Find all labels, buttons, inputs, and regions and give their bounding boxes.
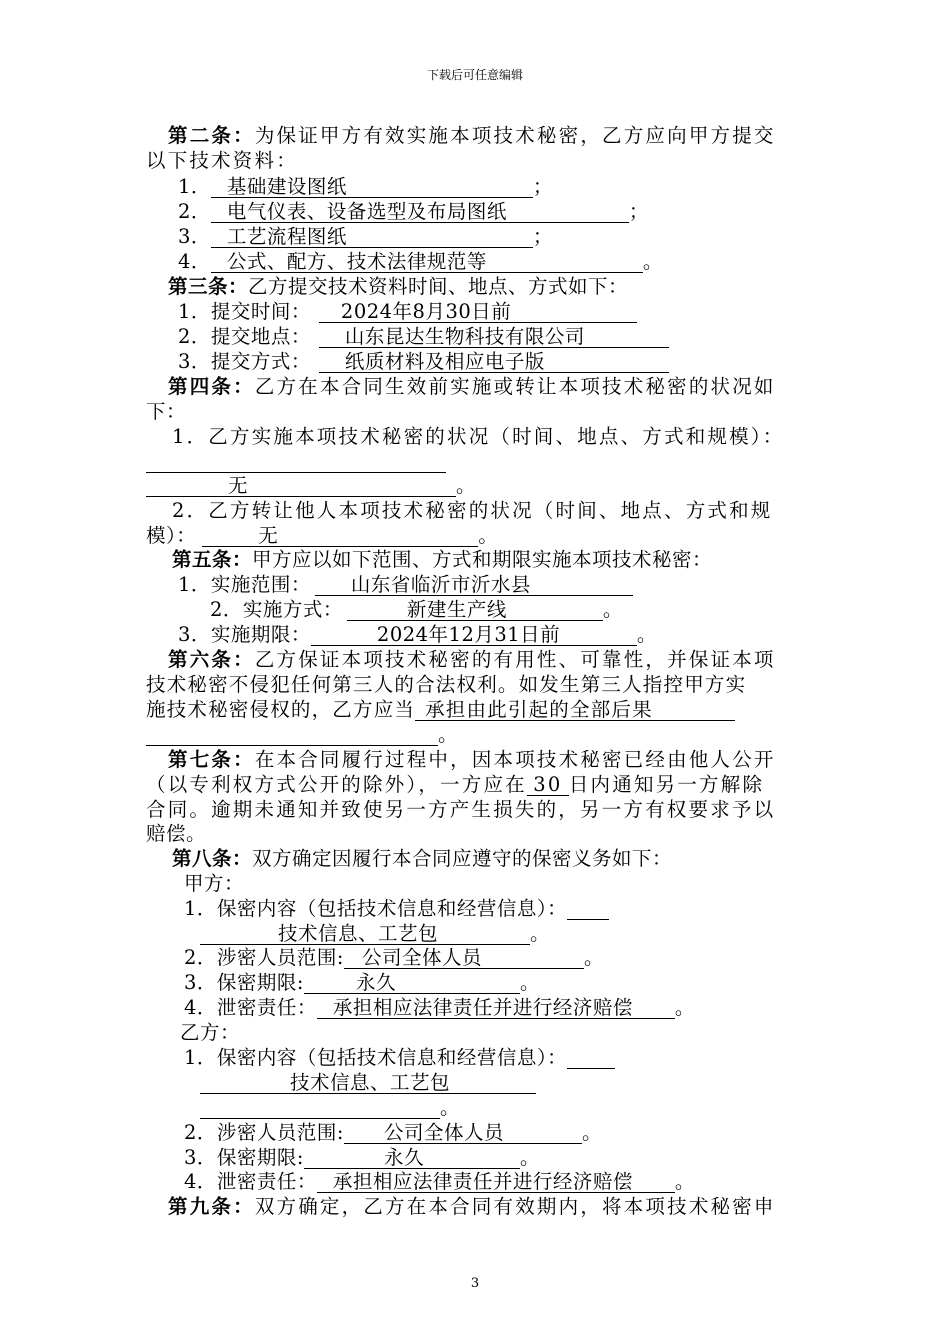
party-b-label: 乙方：	[180, 1021, 241, 1044]
article-6-line-2	[146, 673, 950, 697]
article-7-line-3	[146, 798, 950, 822]
filled-blank: 2024年12月31日前	[311, 625, 637, 646]
party-a-item-1	[184, 897, 950, 921]
item-label: 1．保密内容（包括技术信息和经营信息）：	[184, 1046, 568, 1069]
article-7-text-2a: （以专利权方式公开的除外），一方应在	[146, 773, 527, 796]
item-label: 2．提交地点：	[178, 325, 311, 348]
empty-blank	[567, 899, 609, 920]
article-9-title: 第九条：	[168, 1195, 255, 1218]
item-label: 4．泄密责任：	[184, 1170, 317, 1193]
item-end: 。	[674, 1170, 695, 1193]
item-end: 。	[636, 623, 657, 646]
filled-blank: 电气仪表、设备选型及布局图纸	[211, 202, 629, 223]
item-end: ；	[532, 225, 553, 248]
filled-blank: 30	[527, 775, 569, 796]
article-4-item-1	[172, 425, 950, 449]
article-5-item-1	[178, 573, 950, 597]
item-end: 。	[456, 474, 477, 497]
item-end: 。	[583, 946, 604, 969]
article-4-text-1: 乙方在本合同生效前实施或转让本项技术秘密的状况如	[254, 375, 776, 398]
article-6-line-3	[146, 698, 950, 722]
party-a-item-1-value	[200, 922, 950, 946]
article-5-item-2	[210, 598, 950, 622]
article-7-text-3: 合同。逾期未通知并致使另一方产生损失的，另一方有权要求予以	[146, 798, 776, 821]
article-7-title: 第七条：	[168, 748, 255, 771]
item-label: 1．乙方实施本项技术秘密的状况（时间、地点、方式和规模）：	[172, 425, 785, 448]
item-label: 1．保密内容（包括技术信息和经营信息）：	[184, 897, 568, 920]
party-b-item-4	[184, 1170, 950, 1194]
item-number: 2．	[178, 200, 211, 223]
filled-blank: 承担相应法律责任并进行经济赔偿	[317, 998, 675, 1019]
filled-blank: 工艺流程图纸	[211, 227, 533, 248]
filled-blank: 无	[146, 476, 456, 497]
page-number: 3	[470, 1276, 480, 1291]
party-a-item-4	[184, 996, 950, 1020]
page-header: 下载后可任意编辑	[426, 68, 523, 82]
party-a-item-2	[184, 946, 950, 970]
article-6-text-2: 技术秘密不侵犯任何第三人的合法权利。如发生第三人指控甲方实	[146, 673, 747, 696]
filled-blank: 公司全体人员	[344, 948, 584, 969]
item-label: 1．提交时间：	[178, 300, 311, 323]
article-3-text: 乙方提交技术资料时间、地点、方式如下：	[248, 275, 629, 298]
article-6-text-1: 乙方保证本项技术秘密的有用性、可靠性，并保证本项	[254, 648, 776, 671]
article-2-text-2: 以下技术资料：	[146, 149, 298, 172]
filled-blank: 纸质材料及相应电子版	[319, 352, 669, 373]
item-end: ；	[628, 200, 649, 223]
item-end: 。	[519, 971, 540, 994]
article-5-line-1	[172, 548, 950, 572]
article-6-text-3a: 施技术秘密侵权的，乙方应当	[146, 698, 416, 721]
item-label: 2．涉密人员范围:	[184, 946, 344, 969]
article-3-line-1	[168, 275, 950, 299]
article-7-text-1: 在本合同履行过程中，因本项技术秘密已经由他人公开	[254, 748, 776, 771]
article-4-line-1	[168, 375, 950, 399]
item-end: 。	[519, 1146, 540, 1169]
item-end: 。	[478, 524, 499, 547]
empty-blank	[146, 725, 438, 746]
party-a-label: 甲方：	[184, 872, 245, 895]
article-5-text: 甲方应以如下范围、方式和期限实施本项技术秘密：	[252, 548, 713, 571]
item-end: ；	[532, 175, 553, 198]
party-b-item-2	[184, 1121, 950, 1145]
item-end: 。	[602, 598, 623, 621]
item-label: 4．泄密责任：	[184, 996, 317, 1019]
filled-blank: 山东昆达生物科技有限公司	[319, 327, 669, 348]
filled-blank: 承担相应法律责任并进行经济赔偿	[317, 1172, 675, 1193]
filled-blank: 永久	[304, 1148, 520, 1169]
article-4-blank-2	[146, 474, 950, 498]
article-4-line-2	[146, 400, 950, 424]
article-8-text: 双方确定因履行本合同应遵守的保密义务如下：	[252, 847, 673, 870]
item-end: 。	[530, 922, 551, 945]
item-end: 。	[642, 250, 663, 273]
article-7-text-4: 赔偿。	[146, 822, 207, 845]
article-7-line-2	[146, 773, 950, 797]
article-9-text: 双方确定，乙方在本合同有效期内，将本项技术秘密申	[254, 1195, 776, 1218]
article-2-line-1	[168, 124, 950, 148]
party-b-item-1	[184, 1046, 950, 1070]
article-7-text-2b: 日内通知另一方解除	[568, 773, 765, 796]
empty-blank	[146, 452, 446, 473]
article-4-title: 第四条：	[168, 375, 255, 398]
filled-blank: 无	[202, 526, 478, 547]
article-6-title: 第六条：	[168, 648, 255, 671]
article-5-title: 第五条：	[172, 548, 253, 571]
article-4-blank-1	[146, 450, 950, 474]
article-4-item-2-line-2	[146, 524, 950, 548]
filled-blank: 永久	[304, 973, 520, 994]
item-end: 。	[440, 1096, 461, 1119]
article-2-text-1: 为保证甲方有效实施本项技术秘密，乙方应向甲方提交	[254, 124, 776, 147]
article-5-item-3	[178, 623, 950, 647]
party-a-item-3	[184, 971, 950, 995]
item-end: 。	[581, 1121, 602, 1144]
filled-blank: 公司全体人员	[344, 1123, 582, 1144]
article-2-item-3	[178, 225, 950, 249]
party-b-item-1-value	[200, 1071, 950, 1095]
item-label: 3．保密期限:	[184, 1146, 304, 1169]
article-2-item-2	[178, 200, 950, 224]
item-end: 。	[674, 996, 695, 1019]
filled-blank: 技术信息、工艺包	[200, 924, 530, 945]
article-8-title: 第八条：	[172, 847, 253, 870]
article-3-item-3	[178, 350, 950, 374]
item-label: 1．实施范围：	[178, 573, 311, 596]
article-7-line-4	[146, 822, 950, 846]
item-label: 模）：	[146, 524, 197, 547]
item-number: 4．	[178, 250, 211, 273]
item-label: 2．乙方转让他人本项技术秘密的状况（时间、地点、方式和规	[172, 499, 773, 522]
filled-blank: 2024年8月30日前	[319, 302, 637, 323]
article-4-item-2	[172, 499, 950, 523]
article-2-item-1	[178, 175, 950, 199]
item-label: 2．实施方式：	[210, 598, 343, 621]
item-number: 1．	[178, 175, 211, 198]
article-3-item-2	[178, 325, 950, 349]
article-4-text-2: 下：	[146, 400, 187, 423]
article-7-line-1	[168, 748, 950, 772]
article-2-title: 第二条：	[168, 124, 255, 147]
article-8-line-1	[172, 847, 950, 871]
filled-blank: 承担由此引起的全部后果	[415, 700, 735, 721]
filled-blank: 技术信息、工艺包	[200, 1073, 536, 1094]
article-3-title: 第三条：	[168, 275, 249, 298]
filled-blank: 基础建设图纸	[211, 177, 533, 198]
article-6-line-4	[146, 723, 950, 747]
article-2-item-4	[178, 250, 950, 274]
filled-blank: 公式、配方、技术法律规范等	[211, 252, 643, 273]
empty-blank	[200, 1098, 440, 1119]
party-b-item-3	[184, 1146, 950, 1170]
article-2-line-2	[146, 149, 950, 173]
filled-blank: 新建生产线	[347, 600, 603, 621]
party-b-item-1-blank	[200, 1096, 950, 1120]
article-6-line-1	[168, 648, 950, 672]
item-label: 3．保密期限:	[184, 971, 304, 994]
filled-blank: 山东省临沂市沂水县	[315, 575, 633, 596]
item-label: 2．涉密人员范围:	[184, 1121, 344, 1144]
article-3-item-1	[178, 300, 950, 324]
item-number: 3．	[178, 225, 211, 248]
item-label: 3．实施期限：	[178, 623, 311, 646]
item-end: 。	[438, 723, 459, 746]
article-9-line-1	[168, 1195, 950, 1219]
empty-blank	[567, 1048, 615, 1069]
item-label: 3．提交方式：	[178, 350, 311, 373]
